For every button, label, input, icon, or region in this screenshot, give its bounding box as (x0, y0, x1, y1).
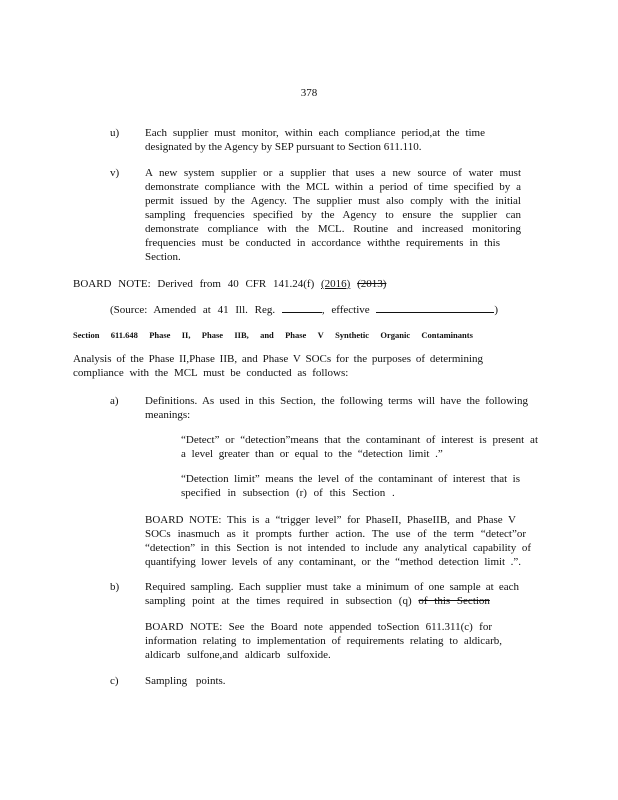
heading-word: Phase (149, 330, 171, 340)
heading-word: IIB, (234, 330, 249, 340)
item-b-line-2 (145, 594, 490, 608)
item-b-line-2-text: sampling point at the times required in subsection (q) (145, 595, 412, 607)
definition-detect-line-1: “Detect” or “detection”means that the contaminant of interest is present at (181, 434, 538, 446)
intro-line-2: compliance with the MCL must be conducted as follows: (73, 367, 349, 379)
source-amended-text: (Source: Amended at 41 Ill. Reg. (110, 304, 276, 316)
board-note-derived (73, 277, 386, 291)
item-v-label: v) (110, 167, 120, 179)
heading-word: Organic (380, 330, 411, 340)
deleted-year: (2013) (357, 278, 387, 290)
item-v-line: permit issued by the Agency. The supplier must also comply with the initial (145, 195, 521, 207)
board-note-a-line-4: quantifying lower levels of any contaminant, or the “method detection limit .”. (145, 556, 521, 568)
board-note-b-line-3: aldicarb sulfone,and aldicarb sulfoxide. (145, 649, 331, 661)
item-c-text: Sampling points. (145, 675, 226, 687)
board-note-a-line-2: SOCs inasmuch as it prompts further action. The use of the term “detect”or (145, 528, 526, 540)
source-line (110, 302, 498, 317)
section-label: Section (73, 330, 100, 340)
item-c-label: c) (110, 675, 119, 687)
item-b-label: b) (110, 581, 120, 593)
definition-limit-line-2: specified in subsection (r) of this Section . (181, 487, 395, 499)
source-close-paren: ) (494, 304, 499, 316)
item-b-line-1: Required sampling. Each supplier must take a minimum of one sample at each (145, 581, 519, 593)
board-note-b-line-2: information relating to implementation of requirements relating to aldicarb, (145, 635, 502, 647)
item-v-line: A new system supplier or a supplier that uses a new source of water must (145, 167, 521, 179)
item-v-line: sampling frequencies specified by the Agency to ensure the supplier can (145, 209, 521, 221)
board-note-a-line-3: “detection” in this Section is not intended to include any analytical capability of (145, 542, 531, 554)
item-v-line: Section. (145, 251, 181, 263)
definition-detect-line-2: a level greater than or equal to the “detection limit .” (181, 448, 443, 460)
item-v-line: demonstrate compliance with the MCL. Routine and increased monitoring (145, 223, 521, 235)
board-note-a-line-1: BOARD NOTE: This is a “trigger level” for PhaseII, PhaseIIB, and Phase V (145, 514, 516, 526)
item-a-label: a) (110, 395, 119, 407)
heading-word: Synthetic (335, 330, 370, 340)
item-v-line: demonstrate compliance with the MCL within a period of time specified by a (145, 181, 521, 193)
item-u-line-2: designated by the Agency by SEP pursuant to Section 611.110. (145, 141, 422, 153)
heading-word: Phase (285, 330, 307, 340)
source-effective-text: , effective (321, 304, 370, 316)
section-number: 611.648 (110, 330, 138, 340)
register-blank (282, 302, 322, 313)
deleted-text: of this Section (418, 595, 490, 607)
item-a-line-1: Definitions. As used in this Section, the following terms will have the following (145, 395, 528, 407)
board-note-b-line-1: BOARD NOTE: See the Board note appended toSection 611.311(c) for (145, 621, 492, 633)
definition-limit-line-1: “Detection limit” means the level of the contaminant of interest that is (181, 473, 520, 485)
inserted-year: (2016) (320, 278, 351, 290)
item-v-line: frequencies must be conducted in accordance withthe requirements in this (145, 237, 500, 249)
heading-word: Phase (201, 330, 224, 340)
heading-word: V (317, 330, 324, 340)
section-heading (73, 328, 473, 342)
heading-word: and (260, 330, 274, 340)
heading-word: II, (181, 330, 191, 340)
effective-date-blank (376, 302, 494, 313)
item-u-line-1: Each supplier must monitor, within each compliance period,at the time (145, 127, 485, 139)
intro-line-1: Analysis of the Phase II,Phase IIB, and Phase V SOCs for the purposes of determining (73, 353, 483, 365)
item-u-label: u) (110, 127, 120, 139)
heading-word: Contaminants (421, 330, 473, 340)
board-note-derived-text: BOARD NOTE: Derived from 40 CFR 141.24(f) (73, 278, 315, 290)
item-a-line-2: meanings: (145, 409, 191, 421)
page-number: 378 (300, 87, 318, 99)
item-v-paragraph (145, 166, 521, 264)
